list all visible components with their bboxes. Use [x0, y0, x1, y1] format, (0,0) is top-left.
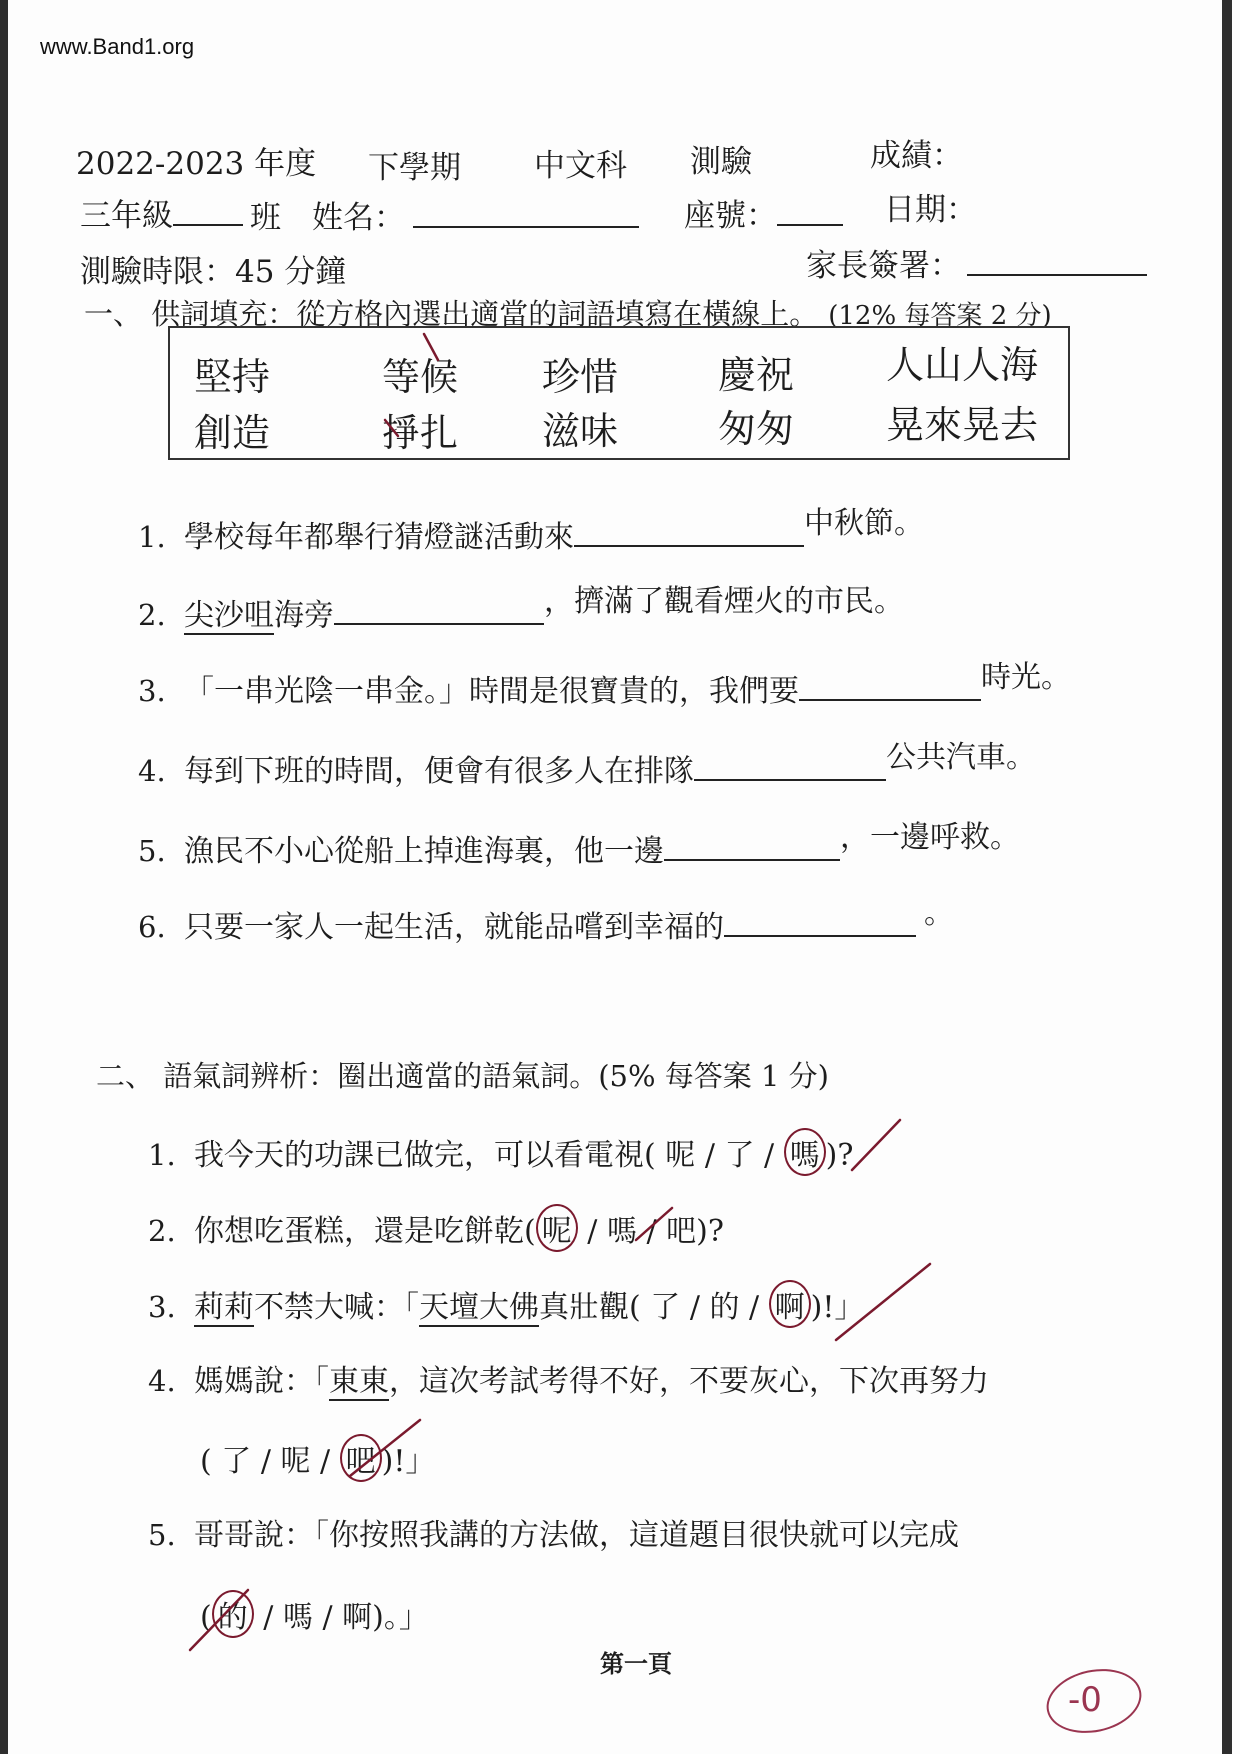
name-label: 姓名： [312, 192, 639, 237]
option[interactable]: 的 [709, 1290, 740, 1325]
word-bank-item: 匆匆 [718, 407, 795, 451]
page-number: 第一頁 [600, 1649, 672, 1678]
section1-marks: (12% 每答案 2 分) [828, 301, 1052, 331]
option[interactable]: 了 [650, 1290, 681, 1325]
option[interactable]: 嗎 [606, 1214, 637, 1249]
word-bank-item: 人山人海 [886, 343, 1039, 387]
date-label: 日期： [884, 192, 977, 228]
tick-mark [350, 1420, 420, 1476]
option[interactable]: 啊 [342, 1600, 373, 1635]
header-year: 2022-2023 年度 [76, 146, 317, 182]
fill-question-6: 6. 只要一家人一起生活，就能品嚐到幸福的 。 [138, 896, 954, 945]
option[interactable]: 嗎 [282, 1600, 313, 1635]
person-name: 東東 [329, 1364, 389, 1399]
option[interactable]: 吧 [666, 1214, 697, 1249]
word-bank-item: 慶祝 [718, 353, 795, 397]
tick-mark [636, 1208, 672, 1240]
circled-option[interactable]: 的 [212, 1590, 254, 1638]
seat-label: 座號： [684, 190, 843, 235]
option[interactable]: 呢 [665, 1138, 696, 1173]
word-bank-item: 珍惜 [542, 355, 619, 399]
fill-question-1: 1. 學校每年都舉行猜燈謎活動來 中秋節。 [138, 506, 924, 555]
particle-question-4: 4. 媽媽說：「東東，這次考試考得不好，不要灰心，下次再努力 [148, 1364, 989, 1399]
circled-option[interactable]: 啊 [769, 1280, 811, 1328]
score-mark: -0 [1068, 1680, 1102, 1720]
word-bank-item: 創造 [194, 411, 271, 455]
particle-question-1: 1. 我今天的功課已做完，可以看電視( 呢 / 了 / 嗎 )? [148, 1128, 853, 1176]
fill-question-2: 2. 尖沙咀海旁 ，擠滿了觀看煙火的市民。 [138, 584, 904, 633]
word-bank-item: 掙扎 [382, 411, 459, 455]
option[interactable]: 了 [221, 1444, 252, 1479]
option[interactable]: 呢 [280, 1444, 311, 1479]
fill-question-4: 4. 每到下班的時間，便會有很多人在排隊 公共汽車。 [138, 740, 1036, 789]
word-bank-item: 堅持 [194, 355, 271, 399]
option[interactable]: 了 [724, 1138, 755, 1173]
tick-mark [190, 1590, 248, 1650]
circled-option[interactable]: 吧 [340, 1434, 382, 1482]
class-label: 班 [250, 200, 281, 236]
grade-label: 三年級 [80, 190, 243, 235]
tick-mark [424, 334, 438, 360]
word-bank-item: 滋味 [542, 409, 619, 453]
circled-option[interactable]: 呢 [536, 1204, 578, 1252]
place-name: 尖沙咀 [184, 598, 274, 633]
tick-mark [385, 420, 398, 436]
word-bank-item: 晃來晃去 [886, 403, 1039, 447]
word-bank-item: 等候 [382, 355, 459, 399]
fill-question-3: 3. 「一串光陰一串金。」時間是很寶貴的，我們要 時光。 [138, 660, 1071, 709]
person-name: 莉莉 [194, 1290, 254, 1325]
tick-mark [852, 1120, 900, 1170]
particle-question-4-options: ( 了 / 呢 / 吧 )!」 [200, 1434, 435, 1482]
circled-option[interactable]: 嗎 [784, 1128, 826, 1176]
particle-question-2: 2. 你想吃蛋糕，還是吃餅乾( 呢 / 嗎 / 吧)? [148, 1204, 724, 1252]
header-test: 測驗 [690, 144, 752, 180]
score-label: 成績： [870, 138, 963, 174]
fill-question-5: 5. 漁民不小心從船上掉進海裏，他一邊 ，一邊呼救。 [138, 820, 1020, 869]
parent-sign-label: 家長簽署： [806, 240, 1147, 285]
particle-question-5-options: ( 的 / 嗎 / 啊)。」 [200, 1590, 429, 1638]
particle-question-3: 3. 莉莉不禁大喊：「天壇大佛真壯觀( 了 / 的 / 啊 )!」 [148, 1280, 864, 1328]
header-subject: 中文科 [534, 148, 627, 184]
time-limit: 測驗時限：45 分鐘 [80, 254, 347, 290]
section1-title: 一、 供詞填充：從方格內選出適當的詞語填寫在橫線上。 (12% 每答案 2 分) [84, 297, 1052, 331]
section2-title: 二、 語氣詞辨析：圈出適當的語氣詞。(5% 每答案 1 分) [96, 1059, 829, 1093]
place-name: 天壇大佛 [419, 1290, 539, 1325]
site-url: www.Band1.org [40, 34, 195, 59]
header-term: 下學期 [368, 150, 461, 186]
particle-question-5: 5. 哥哥說：「你按照我講的方法做，這道題目很快就可以完成 [148, 1518, 959, 1553]
tick-mark [836, 1264, 930, 1340]
